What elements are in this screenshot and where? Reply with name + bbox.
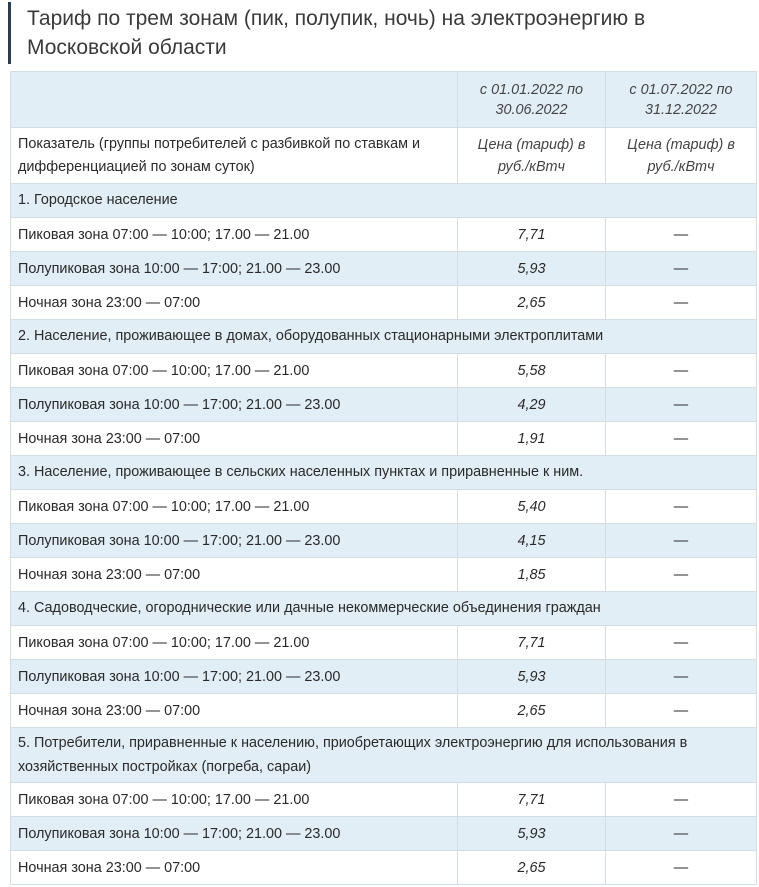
- table-row: [11, 783, 757, 817]
- price-value-period-2: —: [606, 660, 757, 694]
- price-value-period-2: —: [606, 490, 757, 524]
- table-row: [11, 660, 757, 694]
- price-1-header: Цена (тариф) в руб./кВтч: [458, 128, 606, 184]
- table-row: [11, 524, 757, 558]
- price-value-period-1: 4,15: [458, 524, 606, 558]
- table-row: [11, 817, 757, 851]
- group-name: 2. Население, проживающее в домах, оборудованных стационарными электроплитами: [11, 320, 757, 354]
- group-name: 1. Городское население: [11, 184, 757, 218]
- table-row: [11, 558, 757, 592]
- tariff-table: [10, 71, 757, 885]
- table-row: [11, 490, 757, 524]
- table-row: [11, 388, 757, 422]
- price-2-header: Цена (тариф) в руб./кВтч: [606, 128, 757, 184]
- group-row: [11, 456, 757, 490]
- price-value-period-1: 7,71: [458, 626, 606, 660]
- price-value-period-2: —: [606, 286, 757, 320]
- zone-label: Ночная зона 23:00 — 07:00: [11, 286, 458, 320]
- zone-label: Ночная зона 23:00 — 07:00: [11, 851, 458, 885]
- zone-label: Полупиковая зона 10:00 — 17:00; 21.00 — 23.00: [11, 388, 458, 422]
- period-1-header: с 01.01.2022 по 30.06.2022: [458, 72, 606, 128]
- price-value-period-1: 5,93: [458, 660, 606, 694]
- group-row: [11, 184, 757, 218]
- price-value-period-2: —: [606, 817, 757, 851]
- table-row: [11, 422, 757, 456]
- price-value-period-1: 4,29: [458, 388, 606, 422]
- zone-label: Ночная зона 23:00 — 07:00: [11, 694, 458, 728]
- group-row: [11, 592, 757, 626]
- table-row: [11, 694, 757, 728]
- zone-label: Ночная зона 23:00 — 07:00: [11, 558, 458, 592]
- table-row: [11, 851, 757, 885]
- header-blank-cell: [11, 72, 458, 128]
- price-value-period-2: —: [606, 626, 757, 660]
- price-value-period-2: —: [606, 422, 757, 456]
- price-value-period-2: —: [606, 694, 757, 728]
- zone-label: Пиковая зона 07:00 — 10:00; 17.00 — 21.00: [11, 626, 458, 660]
- price-value-period-1: 5,40: [458, 490, 606, 524]
- title-accent-bar: [8, 2, 11, 64]
- period-2-header: с 01.07.2022 по 31.12.2022: [606, 72, 757, 128]
- price-value-period-2: —: [606, 783, 757, 817]
- zone-label: Пиковая зона 07:00 — 10:00; 17.00 — 21.00: [11, 490, 458, 524]
- table-header-row: [11, 72, 757, 128]
- price-value-period-1: 2,65: [458, 694, 606, 728]
- price-value-period-1: 5,93: [458, 252, 606, 286]
- table-row: [11, 626, 757, 660]
- group-name: 3. Население, проживающее в сельских населенных пунктах и приравненные к ним.: [11, 456, 757, 490]
- price-value-period-1: 1,85: [458, 558, 606, 592]
- table-subheader-row: [11, 128, 757, 184]
- price-value-period-1: 7,71: [458, 783, 606, 817]
- price-value-period-1: 7,71: [458, 218, 606, 252]
- zone-label: Полупиковая зона 10:00 — 17:00; 21.00 — 23.00: [11, 252, 458, 286]
- group-name: 4. Садоводческие, огороднические или дачные некоммерческие объединения граждан: [11, 592, 757, 626]
- price-value-period-2: —: [606, 524, 757, 558]
- zone-label: Полупиковая зона 10:00 — 17:00; 21.00 — 23.00: [11, 524, 458, 558]
- price-value-period-2: —: [606, 218, 757, 252]
- zone-label: Ночная зона 23:00 — 07:00: [11, 422, 458, 456]
- price-value-period-1: 5,58: [458, 354, 606, 388]
- zone-label: Полупиковая зона 10:00 — 17:00; 21.00 — 23.00: [11, 660, 458, 694]
- group-row: [11, 728, 757, 783]
- zone-label: Пиковая зона 07:00 — 10:00; 17.00 — 21.00: [11, 783, 458, 817]
- zone-label: Пиковая зона 07:00 — 10:00; 17.00 — 21.00: [11, 354, 458, 388]
- price-value-period-2: —: [606, 851, 757, 885]
- zone-label: Полупиковая зона 10:00 — 17:00; 21.00 — 23.00: [11, 817, 458, 851]
- indicator-header: Показатель (группы потребителей с разбивкой по ставкам и дифференциацией по зонам суток): [11, 128, 458, 184]
- table-row: [11, 252, 757, 286]
- price-value-period-2: —: [606, 354, 757, 388]
- price-value-period-1: 2,65: [458, 286, 606, 320]
- price-value-period-1: 2,65: [458, 851, 606, 885]
- group-name: 5. Потребители, приравненные к населению, приобретающих электроэнергию для использования в хозяйственных постройках (погреба, сараи): [11, 728, 757, 783]
- price-value-period-1: 1,91: [458, 422, 606, 456]
- group-row: [11, 320, 757, 354]
- table-row: [11, 354, 757, 388]
- price-value-period-1: 5,93: [458, 817, 606, 851]
- price-value-period-2: —: [606, 252, 757, 286]
- page-title: Тариф по трем зонам (пик, полупик, ночь) на электроэнергию в Московской области: [27, 7, 646, 59]
- table-row: [11, 286, 757, 320]
- zone-label: Пиковая зона 07:00 — 10:00; 17.00 — 21.00: [11, 218, 458, 252]
- price-value-period-2: —: [606, 388, 757, 422]
- price-value-period-2: —: [606, 558, 757, 592]
- table-row: [11, 218, 757, 252]
